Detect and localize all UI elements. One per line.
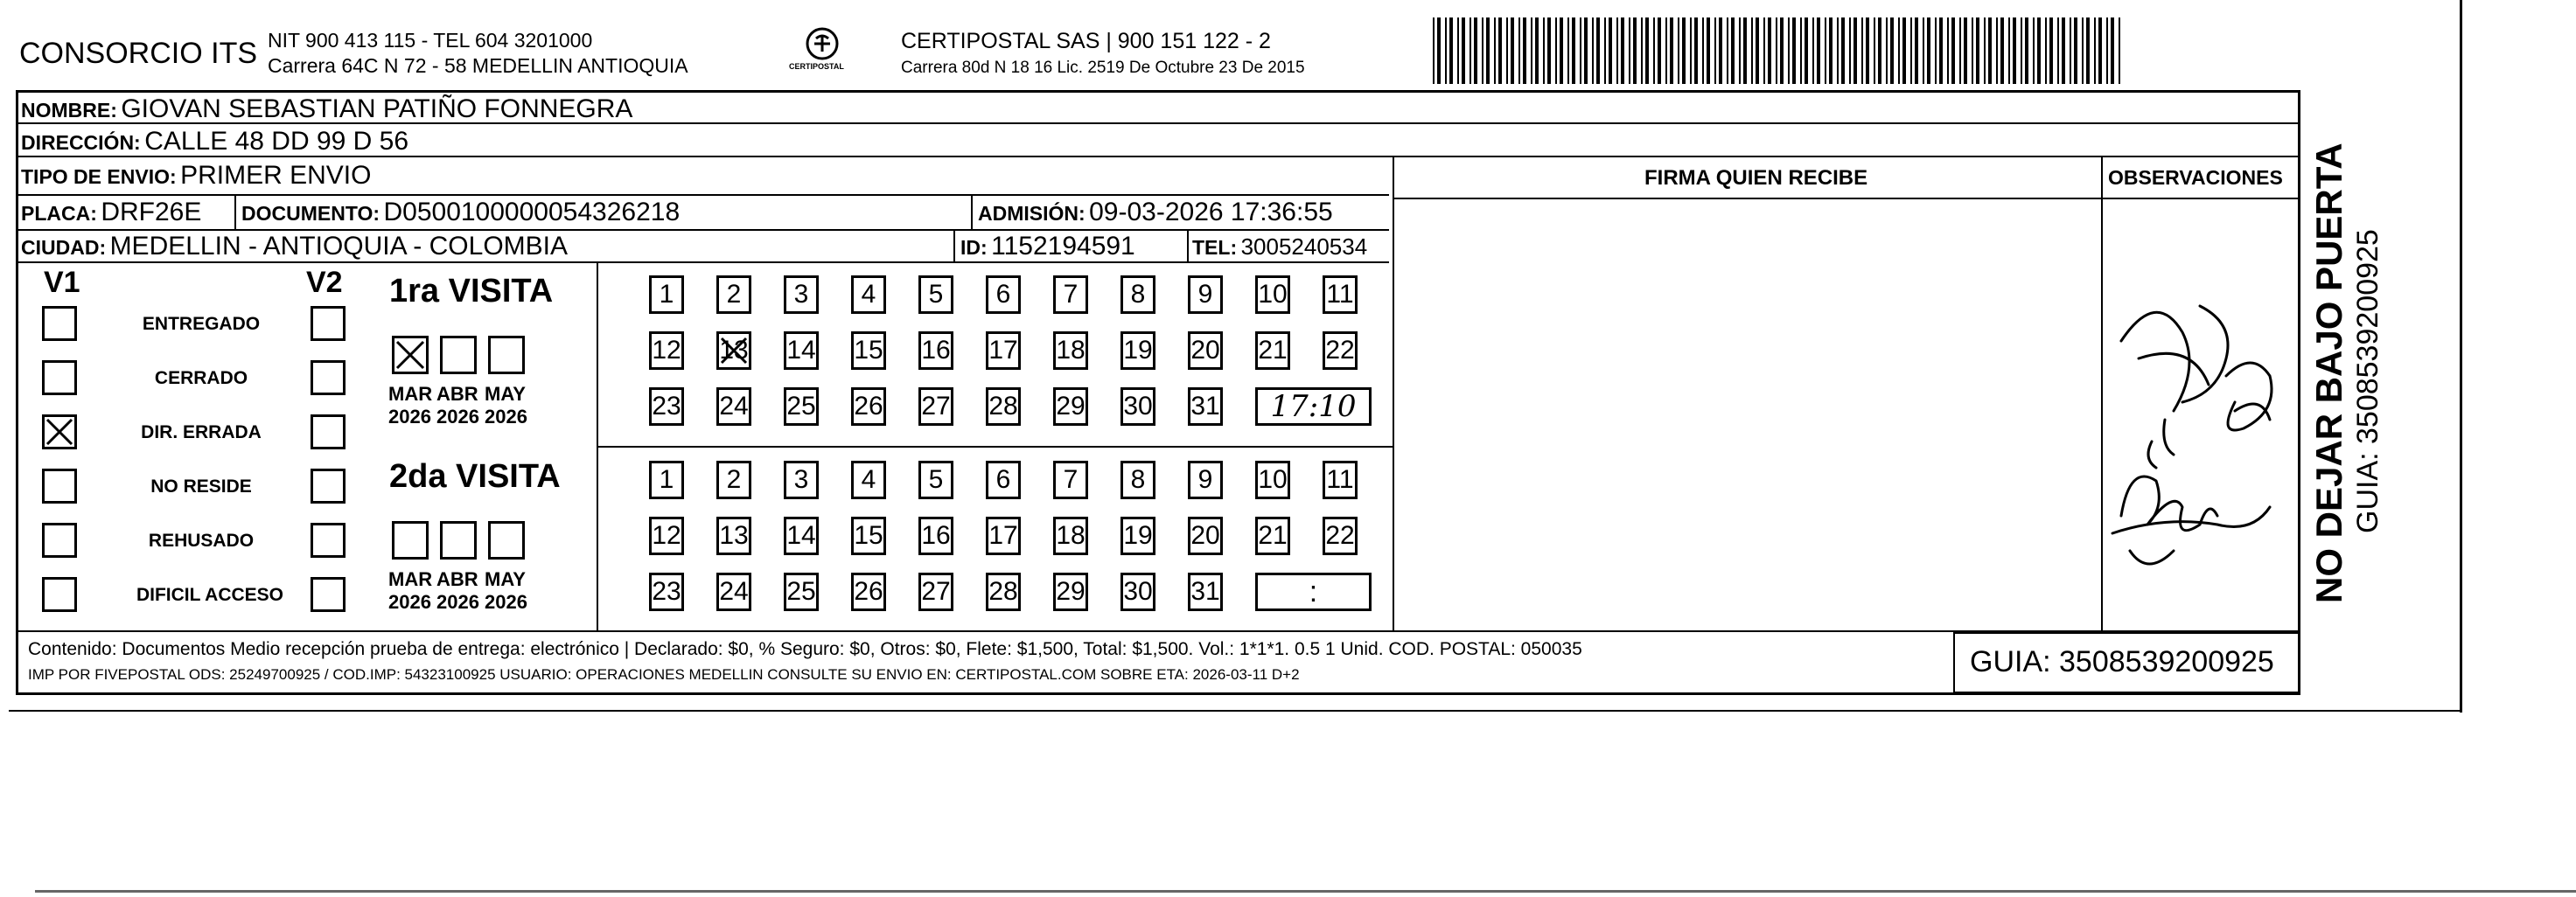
day-box-19[interactable]: 19 bbox=[1120, 331, 1155, 370]
day-box-9[interactable]: 9 bbox=[1188, 461, 1223, 499]
barcode-bar bbox=[1523, 17, 1526, 84]
barcode-bar bbox=[2025, 17, 2028, 84]
month-label: ABR bbox=[436, 383, 478, 405]
day-box-22[interactable]: 22 bbox=[1323, 331, 1358, 370]
barcode-bar bbox=[1470, 17, 1471, 84]
barcode-bar bbox=[1592, 17, 1594, 84]
day-box-21[interactable]: 21 bbox=[1255, 331, 1290, 370]
col-divider bbox=[234, 194, 236, 229]
barcode-bar bbox=[1800, 17, 1802, 84]
barcode-icon bbox=[1433, 17, 2124, 84]
barcode-bar bbox=[2106, 17, 2108, 84]
barcode-bar bbox=[1547, 17, 1551, 84]
day-box-20[interactable]: 20 bbox=[1188, 331, 1223, 370]
barcode-bar bbox=[1555, 17, 1557, 84]
day-box-24[interactable]: 24 bbox=[716, 387, 751, 426]
day-box-4[interactable]: 4 bbox=[851, 275, 886, 314]
barcode-bar bbox=[1743, 17, 1747, 84]
barcode-bar bbox=[1939, 17, 1943, 84]
nombre-label: NOMBRE: bbox=[21, 99, 117, 122]
day-box-25[interactable]: 25 bbox=[784, 387, 819, 426]
placa-label: PLACA: bbox=[21, 202, 97, 225]
barcode-bar bbox=[1731, 17, 1735, 84]
barcode-bar bbox=[1511, 17, 1514, 84]
barcode-bar bbox=[2111, 17, 2114, 84]
barcode-bar bbox=[1829, 17, 1833, 84]
barcode-bar bbox=[1560, 17, 1563, 84]
day-box-23[interactable]: 23 bbox=[649, 573, 684, 611]
day-box-7[interactable]: 7 bbox=[1053, 461, 1088, 499]
day-box-28[interactable]: 28 bbox=[986, 387, 1021, 426]
barcode-bar bbox=[1494, 17, 1496, 84]
side-guia: GUIA: 3508539200925 bbox=[2351, 229, 2384, 533]
barcode-bar bbox=[1780, 17, 1784, 84]
day-box-2[interactable]: 2 bbox=[716, 275, 751, 314]
status-option-label: REHUSADO bbox=[148, 531, 255, 551]
day-box-16[interactable]: 16 bbox=[918, 331, 953, 370]
barcode-bar bbox=[2033, 17, 2035, 84]
day-box-5[interactable]: 5 bbox=[918, 275, 953, 314]
day-box-29[interactable]: 29 bbox=[1053, 387, 1088, 426]
day-box-1[interactable]: 1 bbox=[649, 275, 684, 314]
status-option-label: DIFICIL ACCESO bbox=[136, 585, 283, 605]
row-divider bbox=[597, 446, 1393, 448]
barcode-bar bbox=[1474, 17, 1477, 84]
id-label: ID: bbox=[960, 236, 988, 259]
day-box-14[interactable]: 14 bbox=[784, 517, 819, 555]
barcode-bar bbox=[1976, 17, 1979, 84]
row-divider bbox=[1393, 198, 2300, 199]
row-divider bbox=[16, 229, 1389, 231]
year-label: 2026 bbox=[436, 406, 479, 428]
tel-value: 3005240534 bbox=[1240, 233, 1368, 260]
tel-field bbox=[1192, 235, 1367, 258]
barcode-bar bbox=[1861, 17, 1863, 84]
barcode-bar bbox=[1739, 17, 1741, 84]
visit-title: 2da VISITA bbox=[389, 458, 561, 495]
day-box-19[interactable]: 19 bbox=[1120, 517, 1155, 555]
status-option-label: ENTREGADO bbox=[142, 314, 261, 334]
barcode-bar bbox=[1825, 17, 1826, 84]
barcode-bar bbox=[1702, 17, 1704, 84]
day-box-16[interactable]: 16 bbox=[918, 517, 953, 555]
tel-label: TEL: bbox=[1192, 236, 1238, 259]
day-box-28[interactable]: 28 bbox=[986, 573, 1021, 611]
direccion-value: CALLE 48 DD 99 D 56 bbox=[144, 127, 409, 156]
barcode-bar bbox=[1812, 17, 1814, 84]
tipo-envio-value: PRIMER ENVIO bbox=[180, 161, 372, 190]
nombre-field bbox=[21, 96, 632, 122]
barcode-bar bbox=[2008, 17, 2010, 84]
barcode-bar bbox=[1498, 17, 1502, 84]
barcode-bar bbox=[1714, 17, 1716, 84]
barcode-bar bbox=[1449, 17, 1453, 84]
v2-checkbox[interactable] bbox=[311, 523, 346, 558]
tipo-envio-label: TIPO DE ENVIO: bbox=[21, 165, 177, 188]
day-box-15[interactable]: 15 bbox=[851, 331, 886, 370]
day-box-27[interactable]: 27 bbox=[918, 387, 953, 426]
documento-field bbox=[241, 199, 680, 226]
barcode-bar bbox=[1972, 17, 1973, 84]
day-box-27[interactable]: 27 bbox=[918, 573, 953, 611]
day-box-10[interactable]: 10 bbox=[1255, 275, 1290, 314]
barcode-bar bbox=[1890, 17, 1894, 84]
barcode-bar bbox=[2070, 17, 2071, 84]
id-value: 1152194591 bbox=[991, 232, 1135, 261]
company-name: CONSORCIO ITS bbox=[19, 37, 258, 70]
barcode-bar bbox=[2037, 17, 2041, 84]
row-divider bbox=[16, 194, 1389, 196]
barcode-bar bbox=[1817, 17, 1820, 84]
barcode-bar bbox=[1923, 17, 1924, 84]
barcode-bar bbox=[2062, 17, 2065, 84]
direccion-field bbox=[21, 129, 408, 155]
row-divider bbox=[16, 261, 1389, 263]
barcode-bar bbox=[1433, 17, 1435, 84]
barcode-bar bbox=[1506, 17, 1508, 84]
page-right-edge bbox=[2460, 0, 2462, 713]
day-box-17[interactable]: 17 bbox=[986, 331, 1021, 370]
month-label: MAY bbox=[485, 383, 526, 405]
barcode-bar bbox=[2021, 17, 2022, 84]
day-box-25[interactable]: 25 bbox=[784, 573, 819, 611]
barcode-bar bbox=[1964, 17, 1967, 84]
day-box-9[interactable]: 9 bbox=[1188, 275, 1223, 314]
v2-checkbox[interactable] bbox=[311, 306, 346, 341]
barcode-bar bbox=[1959, 17, 1961, 84]
observaciones-label: OBSERVACIONES bbox=[2108, 166, 2283, 189]
documento-value: D0500100000054326218 bbox=[383, 198, 681, 226]
barcode-bar bbox=[1886, 17, 1888, 84]
ciudad-label: CIUDAD: bbox=[21, 236, 107, 259]
barcode-bar bbox=[1805, 17, 1808, 84]
footer-imp-line: IMP POR FIVEPOSTAL ODS: 25249700925 / COD.IMP: 54323100925 USUARIO: OPERACIONES MEDELLIN CONSULTE SU ENVIO EN: CERTIPOSTAL.COM SOBRE ETA: 2026-03-11 D+2 bbox=[28, 666, 1300, 683]
barcode-bar bbox=[1874, 17, 1875, 84]
month-checkbox[interactable] bbox=[440, 521, 477, 560]
barcode-bar bbox=[1486, 17, 1490, 84]
id-field bbox=[960, 233, 1135, 260]
barcode-bar bbox=[1763, 17, 1765, 84]
day-box-11[interactable]: 11 bbox=[1323, 461, 1358, 499]
barcode-bar bbox=[1462, 17, 1465, 84]
direccion-label: DIRECCIÓN: bbox=[21, 131, 141, 154]
barcode-bar bbox=[1670, 17, 1673, 84]
barcode-bar bbox=[1682, 17, 1686, 84]
v1-checkbox[interactable] bbox=[42, 469, 77, 504]
barcode-bar bbox=[2000, 17, 2004, 84]
barcode-bar bbox=[1792, 17, 1796, 84]
placa-field bbox=[21, 199, 201, 226]
barcode-bar bbox=[1951, 17, 1955, 84]
v1-checkbox[interactable] bbox=[42, 414, 77, 449]
barcode-bar bbox=[2013, 17, 2016, 84]
firma-label: FIRMA QUIEN RECIBE bbox=[1644, 166, 1868, 190]
documento-label: DOCUMENTO: bbox=[241, 202, 380, 225]
admision-label: ADMISIÓN: bbox=[978, 202, 1086, 225]
barcode-bar bbox=[1910, 17, 1912, 84]
day-box-2[interactable]: 2 bbox=[716, 461, 751, 499]
barcode-bar bbox=[1849, 17, 1851, 84]
company-address: Carrera 64C N 72 - 58 MEDELLIN ANTIOQUIA bbox=[268, 54, 688, 77]
barcode-bar bbox=[1694, 17, 1698, 84]
v2-label: V2 bbox=[306, 266, 343, 299]
barcode-bar bbox=[1776, 17, 1777, 84]
barcode-bar bbox=[1788, 17, 1790, 84]
barcode-bar bbox=[1996, 17, 1998, 84]
time-box[interactable]: 17:10 bbox=[1255, 387, 1372, 426]
v1-checkbox[interactable] bbox=[42, 360, 77, 395]
day-box-6[interactable]: 6 bbox=[986, 275, 1021, 314]
day-box-30[interactable]: 30 bbox=[1120, 573, 1155, 611]
day-box-26[interactable]: 26 bbox=[851, 387, 886, 426]
barcode-bar bbox=[1567, 17, 1569, 84]
logo-text: CERTIPOSTAL bbox=[789, 62, 844, 71]
barcode-bar bbox=[1898, 17, 1900, 84]
barcode-bar bbox=[1866, 17, 1869, 84]
barcode-bar bbox=[1609, 17, 1612, 84]
barcode-bar bbox=[1902, 17, 1906, 84]
barcode-bar bbox=[2086, 17, 2090, 84]
col-divider bbox=[1393, 156, 1394, 630]
barcode-bar bbox=[1719, 17, 1722, 84]
month-label: MAY bbox=[485, 568, 526, 590]
barcode-bar bbox=[1665, 17, 1667, 84]
barcode-bar bbox=[1482, 17, 1483, 84]
status-option-label: DIR. ERRADA bbox=[141, 422, 262, 442]
barcode-bar bbox=[1653, 17, 1655, 84]
v1-label: V1 bbox=[44, 266, 80, 299]
barcode-bar bbox=[1853, 17, 1857, 84]
status-option-label: NO RESIDE bbox=[150, 476, 252, 497]
year-label: 2026 bbox=[388, 591, 431, 613]
barcode-bar bbox=[1988, 17, 1992, 84]
admision-value: 09-03-2026 17:36:55 bbox=[1089, 198, 1333, 226]
day-box-15[interactable]: 15 bbox=[851, 517, 886, 555]
barcode-bar bbox=[1437, 17, 1441, 84]
barcode-bar bbox=[1878, 17, 1881, 84]
barcode-bar bbox=[1616, 17, 1618, 84]
scan-bottom-line bbox=[35, 890, 2576, 893]
checkmark-x-icon bbox=[45, 417, 74, 447]
day-box-8[interactable]: 8 bbox=[1120, 275, 1155, 314]
page-bottom-edge bbox=[9, 710, 2462, 712]
day-box-13[interactable]: 13 bbox=[716, 331, 751, 370]
month-checkbox[interactable] bbox=[488, 521, 525, 560]
barcode-bar bbox=[1580, 17, 1581, 84]
barcode-bar bbox=[2045, 17, 2047, 84]
year-label: 2026 bbox=[436, 591, 479, 613]
barcode-bar bbox=[2074, 17, 2077, 84]
day-box-3[interactable]: 3 bbox=[784, 461, 819, 499]
checkmark-x-icon bbox=[394, 338, 426, 372]
barcode-bar bbox=[2094, 17, 2096, 84]
month-label: MAR bbox=[388, 568, 433, 590]
day-box-12[interactable]: 12 bbox=[649, 517, 684, 555]
barcode-bar bbox=[1535, 17, 1539, 84]
barcode-bar bbox=[1596, 17, 1600, 84]
ciudad-field bbox=[21, 233, 568, 260]
company-nit: NIT 900 413 115 - TEL 604 3201000 bbox=[268, 29, 593, 52]
barcode-bar bbox=[2098, 17, 2102, 84]
barcode-bar bbox=[2049, 17, 2053, 84]
day-box-20[interactable]: 20 bbox=[1188, 517, 1223, 555]
signature-icon bbox=[2104, 254, 2305, 603]
carrier-address: Carrera 80d N 18 16 Lic. 2519 De Octubre 23 De 2015 bbox=[901, 59, 1305, 77]
barcode-bar bbox=[1678, 17, 1679, 84]
day-box-31[interactable]: 31 bbox=[1188, 387, 1223, 426]
row-divider bbox=[16, 156, 2300, 157]
barcode-bar bbox=[2082, 17, 2084, 84]
barcode-bar bbox=[1841, 17, 1845, 84]
day-box-29[interactable]: 29 bbox=[1053, 573, 1088, 611]
barcode-bar bbox=[1531, 17, 1532, 84]
col-divider bbox=[1187, 229, 1189, 261]
day-box-8[interactable]: 8 bbox=[1120, 461, 1155, 499]
day-box-11[interactable]: 11 bbox=[1323, 275, 1358, 314]
guia-box-text: GUIA: 3508539200925 bbox=[1970, 645, 2274, 678]
barcode-bar bbox=[2119, 17, 2120, 84]
day-box-7[interactable]: 7 bbox=[1053, 275, 1088, 314]
day-box-13[interactable]: 13 bbox=[716, 517, 751, 555]
col-divider bbox=[953, 229, 955, 261]
side-no-dejar: NO DEJAR BAJO PUERTA bbox=[2308, 143, 2349, 603]
day-box-18[interactable]: 18 bbox=[1053, 331, 1088, 370]
barcode-bar bbox=[1768, 17, 1771, 84]
barcode-bar bbox=[1457, 17, 1459, 84]
tipo-envio-field bbox=[21, 163, 371, 189]
v2-checkbox[interactable] bbox=[311, 414, 346, 449]
year-label: 2026 bbox=[485, 591, 527, 613]
time-box[interactable]: : bbox=[1255, 573, 1372, 611]
barcode-bar bbox=[1621, 17, 1624, 84]
day-box-26[interactable]: 26 bbox=[851, 573, 886, 611]
day-box-31[interactable]: 31 bbox=[1188, 573, 1223, 611]
month-checkbox[interactable] bbox=[392, 336, 429, 374]
admision-field bbox=[978, 199, 1333, 226]
month-label: MAR bbox=[388, 383, 433, 405]
barcode-bar bbox=[1690, 17, 1692, 84]
day-box-18[interactable]: 18 bbox=[1053, 517, 1088, 555]
month-checkbox[interactable] bbox=[392, 521, 429, 560]
day-box-4[interactable]: 4 bbox=[851, 461, 886, 499]
barcode-bar bbox=[2057, 17, 2059, 84]
footer-contenido: Contenido: Documentos Medio recepción prueba de entrega: electrónico | Declarado: $0, % Seguro: $0, Otros: $0, Flete: $1,500, Total: $1,500. Vol.: 1*1*1. 0.5 1 Unid. COD. POSTAL: 050035 bbox=[28, 639, 1582, 659]
barcode-bar bbox=[1572, 17, 1575, 84]
day-box-23[interactable]: 23 bbox=[649, 387, 684, 426]
checkmark-x-icon bbox=[719, 334, 749, 367]
barcode-bar bbox=[1629, 17, 1630, 84]
barcode-bar bbox=[1543, 17, 1545, 84]
v1-checkbox[interactable] bbox=[42, 577, 77, 612]
carrier-name: CERTIPOSTAL SAS | 900 151 122 - 2 bbox=[901, 29, 1271, 53]
day-box-1[interactable]: 1 bbox=[649, 461, 684, 499]
barcode-bar bbox=[1445, 17, 1447, 84]
day-box-10[interactable]: 10 bbox=[1255, 461, 1290, 499]
placa-value: DRF26E bbox=[101, 198, 202, 226]
v1-checkbox[interactable] bbox=[42, 523, 77, 558]
visit-title: 1ra VISITA bbox=[389, 273, 554, 309]
col-divider bbox=[971, 194, 973, 229]
col-divider bbox=[2101, 156, 2103, 630]
barcode-bar bbox=[1927, 17, 1930, 84]
barcode-bar bbox=[1658, 17, 1661, 84]
day-box-17[interactable]: 17 bbox=[986, 517, 1021, 555]
day-box-21[interactable]: 21 bbox=[1255, 517, 1290, 555]
month-checkbox[interactable] bbox=[440, 336, 477, 374]
nombre-value: GIOVAN SEBASTIAN PATIÑO FONNEGRA bbox=[121, 94, 633, 123]
v1-checkbox[interactable] bbox=[42, 306, 77, 341]
barcode-bar bbox=[1751, 17, 1753, 84]
barcode-bar bbox=[1935, 17, 1937, 84]
barcode-bar bbox=[1984, 17, 1986, 84]
barcode-bar bbox=[1641, 17, 1643, 84]
month-label: ABR bbox=[436, 568, 478, 590]
day-box-22[interactable]: 22 bbox=[1323, 517, 1358, 555]
barcode-bar bbox=[1604, 17, 1606, 84]
barcode-bar bbox=[1518, 17, 1520, 84]
barcode-bar bbox=[1727, 17, 1728, 84]
month-checkbox[interactable] bbox=[488, 336, 525, 374]
year-label: 2026 bbox=[388, 406, 431, 428]
day-box-5[interactable]: 5 bbox=[918, 461, 953, 499]
day-box-24[interactable]: 24 bbox=[716, 573, 751, 611]
barcode-bar bbox=[1756, 17, 1759, 84]
year-label: 2026 bbox=[485, 406, 527, 428]
barcode-bar bbox=[1633, 17, 1637, 84]
day-box-12[interactable]: 12 bbox=[649, 331, 684, 370]
barcode-bar bbox=[1707, 17, 1710, 84]
v2-checkbox[interactable] bbox=[311, 577, 346, 612]
ciudad-value: MEDELLIN - ANTIOQUIA - COLOMBIA bbox=[109, 232, 568, 261]
day-box-3[interactable]: 3 bbox=[784, 275, 819, 314]
v2-checkbox[interactable] bbox=[311, 360, 346, 395]
day-box-14[interactable]: 14 bbox=[784, 331, 819, 370]
status-option-label: CERRADO bbox=[154, 368, 248, 388]
barcode-bar bbox=[1584, 17, 1588, 84]
barcode-bar bbox=[1915, 17, 1918, 84]
barcode-bar bbox=[1645, 17, 1649, 84]
barcode-bar bbox=[1837, 17, 1839, 84]
v2-checkbox[interactable] bbox=[311, 469, 346, 504]
day-box-6[interactable]: 6 bbox=[986, 461, 1021, 499]
barcode-bar bbox=[1947, 17, 1949, 84]
day-box-30[interactable]: 30 bbox=[1120, 387, 1155, 426]
